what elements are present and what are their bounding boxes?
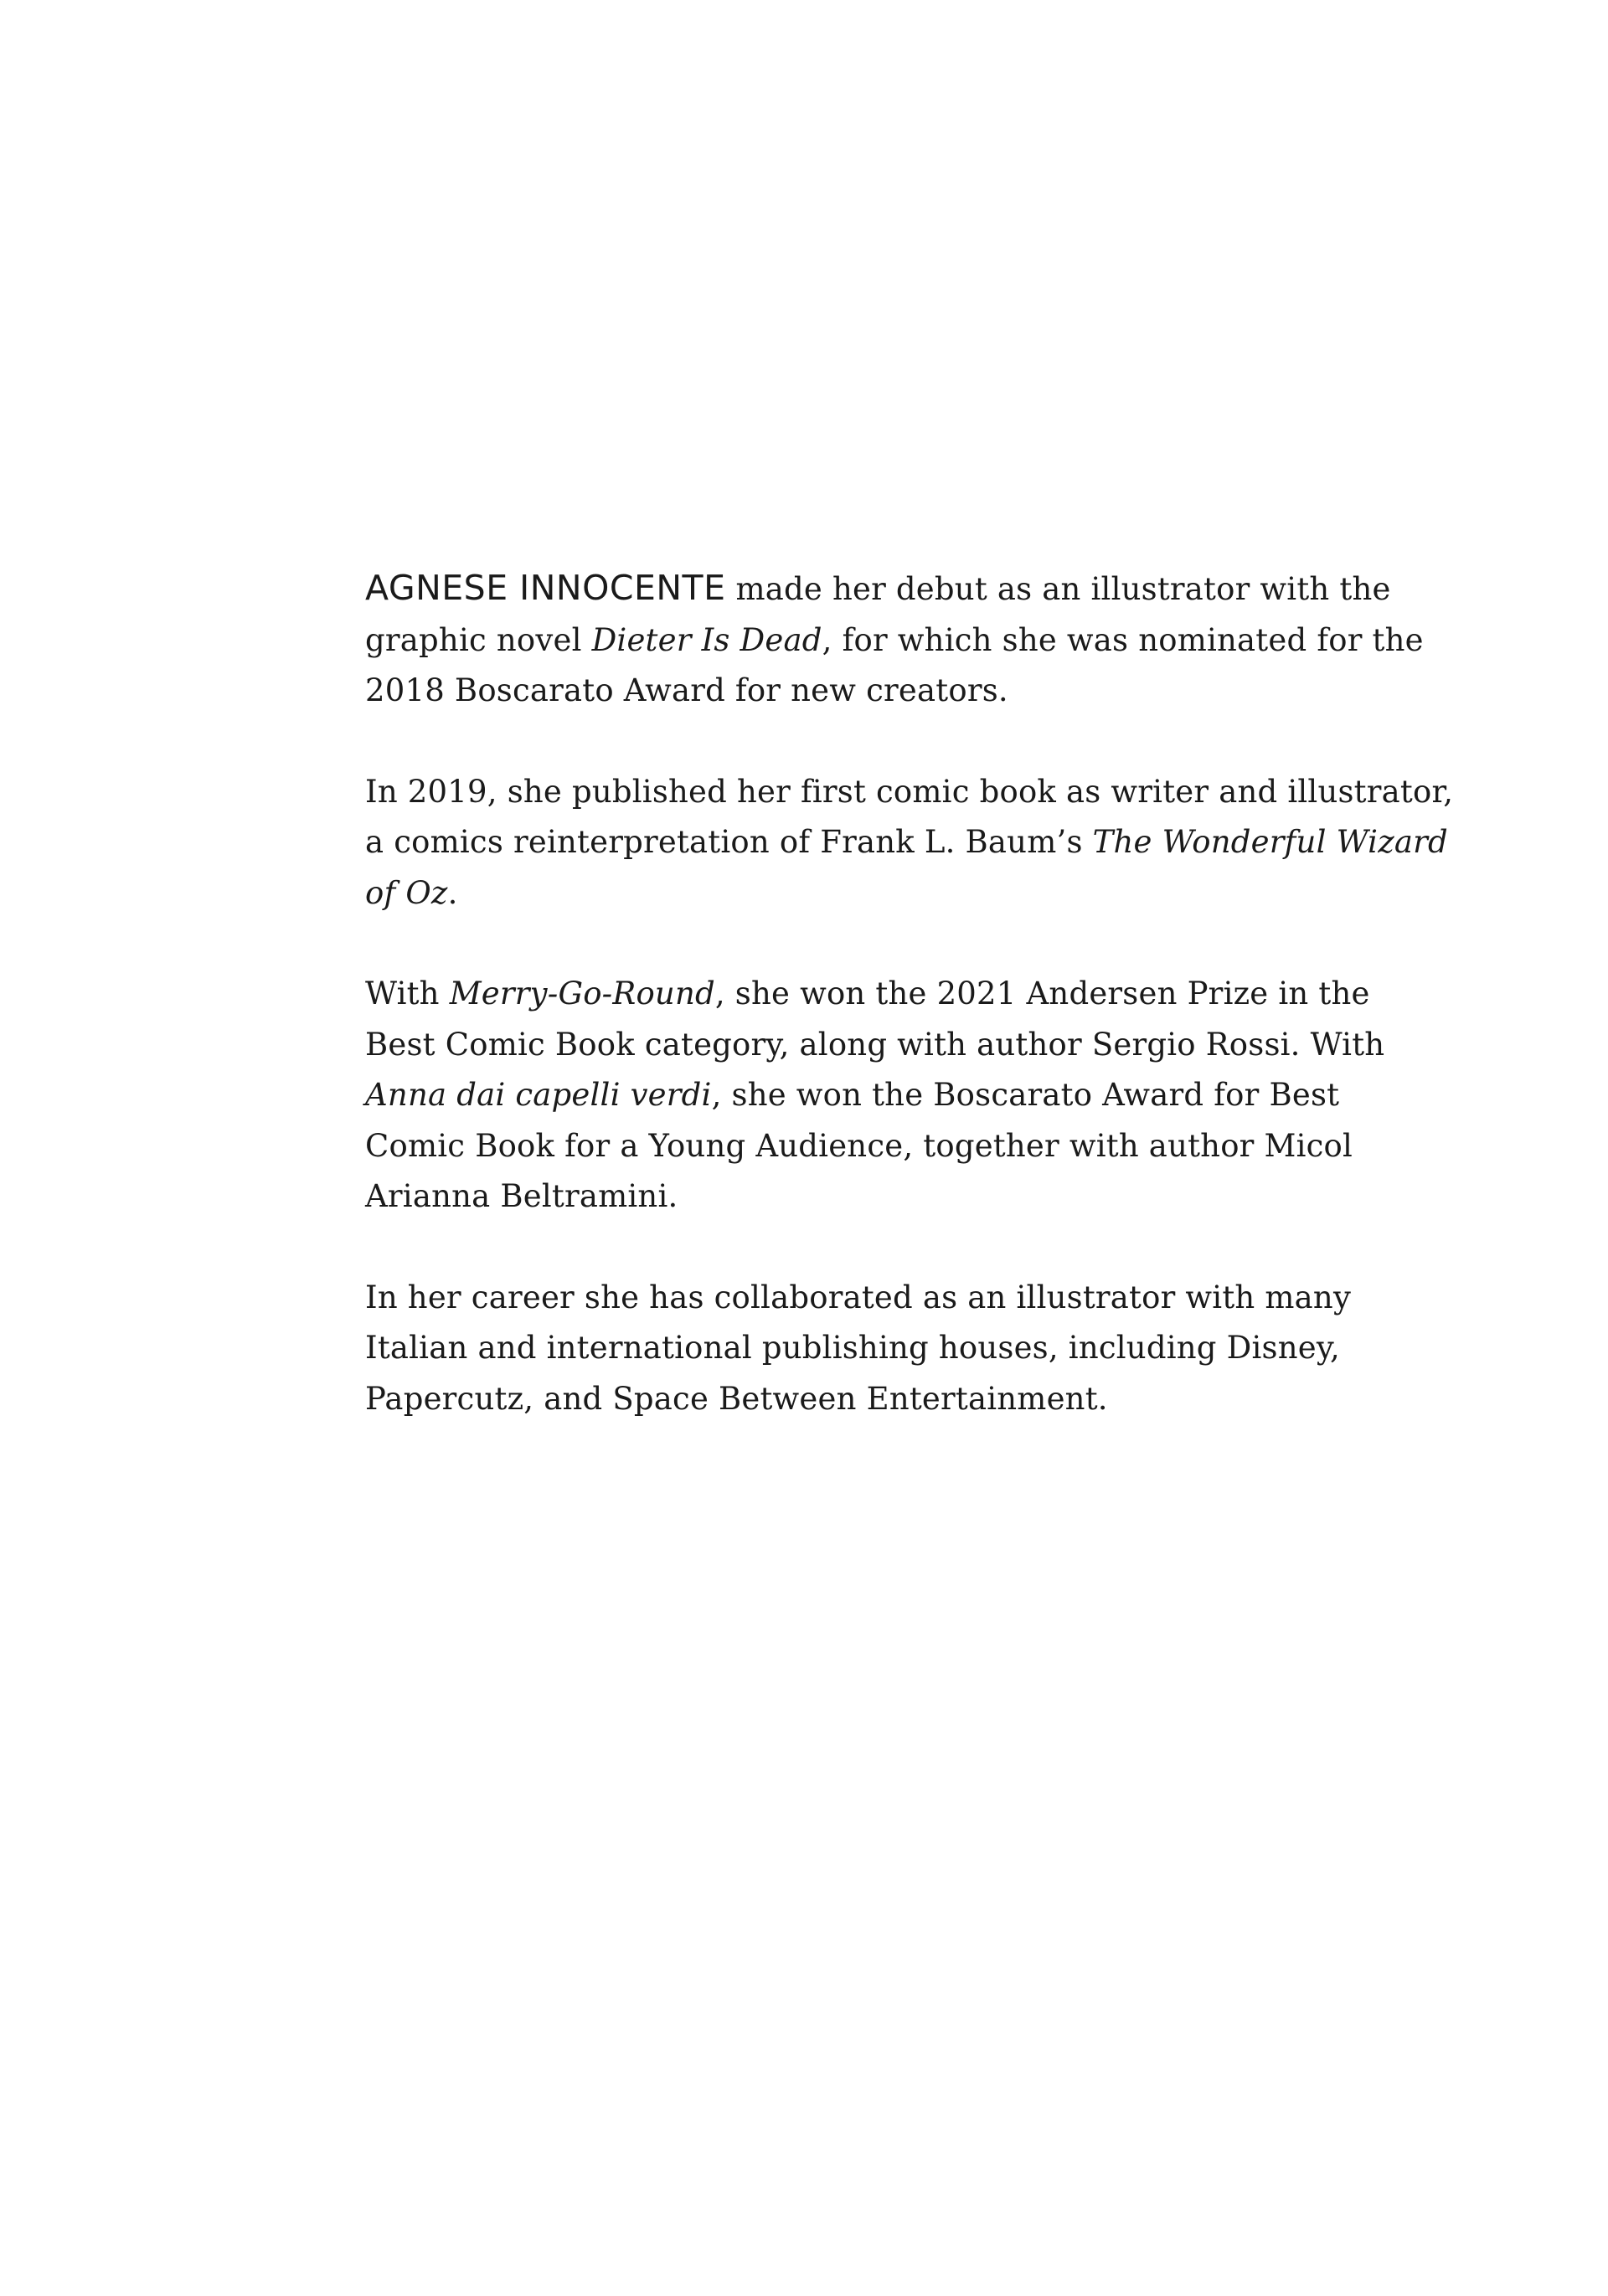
bio-line: In her career she has collaborated as an illustrator with many bbox=[365, 1279, 1352, 1315]
bio-text: a comics reinterpretation of Frank L. Baum’s bbox=[365, 824, 1093, 860]
book-title-merry-go-round: Merry-Go-Round bbox=[449, 976, 715, 1012]
bio-paragraph-debut bbox=[365, 563, 1424, 717]
bio-paragraph-career bbox=[365, 1273, 1352, 1425]
bio-paragraph-first-book bbox=[365, 767, 1454, 919]
bio-text: made her debut as an illustrator with the bbox=[725, 571, 1391, 607]
bio-paragraph-awards bbox=[365, 969, 1385, 1223]
author-bio bbox=[365, 563, 1454, 1475]
bio-text: graphic novel bbox=[365, 621, 592, 658]
bio-line: Comic Book for a Young Audience, together with author Micol bbox=[365, 1127, 1353, 1164]
bio-line bbox=[365, 1070, 1340, 1121]
bio-line: 2018 Boscarato Award for new creators. bbox=[365, 672, 1008, 708]
bio-text: With bbox=[365, 976, 450, 1012]
bio-line bbox=[365, 817, 1448, 868]
bio-line: Papercutz, and Space Between Entertainment. bbox=[365, 1380, 1108, 1417]
bio-text: . bbox=[447, 874, 458, 911]
bio-line bbox=[365, 563, 1391, 615]
bio-text: , she won the Boscarato Award for Best bbox=[711, 1077, 1340, 1113]
book-title-wizard-of-oz-end: of Oz bbox=[365, 874, 448, 911]
bio-line bbox=[365, 615, 1424, 667]
bio-text: , she won the 2021 Andersen Prize in the bbox=[714, 976, 1370, 1012]
bio-line bbox=[365, 969, 1370, 1020]
bio-text: , for which she was nominated for the bbox=[822, 621, 1424, 658]
bio-line: Arianna Beltramini. bbox=[365, 1178, 678, 1214]
bio-line: In 2019, she published her first comic book as writer and illustrator, bbox=[365, 773, 1454, 810]
bio-line: Italian and international publishing houses, including Disney, bbox=[365, 1330, 1340, 1366]
author-name: AGNESE INNOCENTE bbox=[365, 568, 726, 608]
book-title-wizard-of-oz: The Wonderful Wizard bbox=[1092, 824, 1448, 860]
book-title-anna-dai-capelli-verdi: Anna dai capelli verdi bbox=[365, 1077, 712, 1113]
bio-line bbox=[365, 868, 1312, 919]
bio-line: Best Comic Book category, along with author Sergio Rossi. With bbox=[365, 1026, 1385, 1063]
book-title-dieter-is-dead: Dieter Is Dead bbox=[591, 621, 822, 658]
